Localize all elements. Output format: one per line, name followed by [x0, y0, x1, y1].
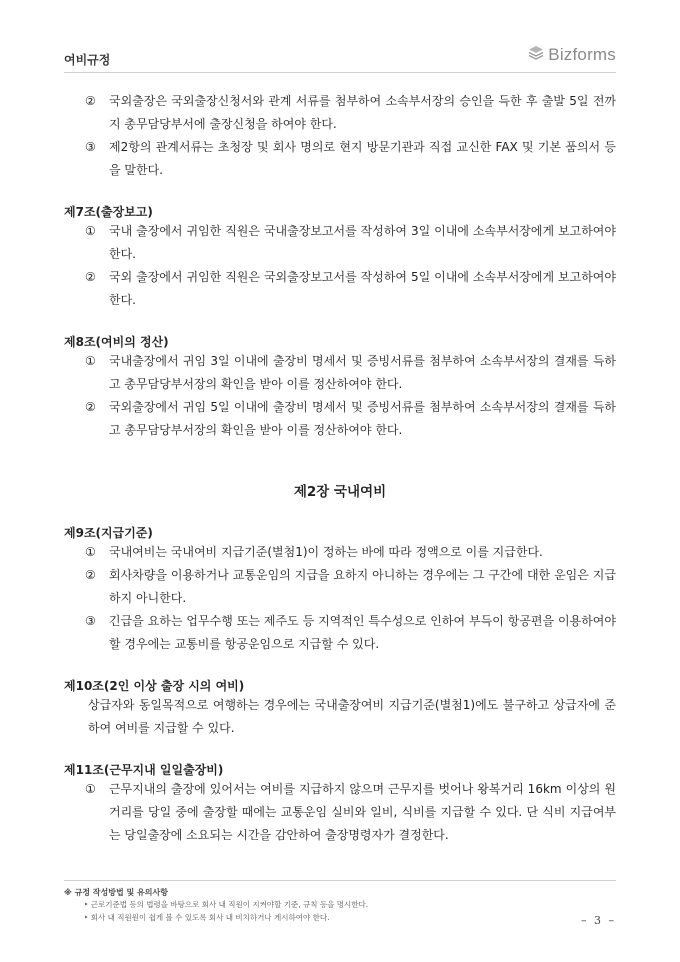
page-number: – 3 –: [581, 914, 616, 927]
item-text: 국내 출장에서 귀임한 직원은 국내출장보고서를 작성하여 3일 이내에 소속부서장에게 보고하여야 한다.: [109, 224, 616, 261]
item-text: 국내여비는 국내여비 지급기준(별첨1)이 정하는 바에 따라 정액으로 이를 지급한다.: [109, 545, 543, 559]
list-item: [64, 610, 616, 656]
article-9: [64, 524, 616, 656]
item-text: 국외 출장에서 귀임한 직원은 국외출장보고서를 작성하여 5일 이내에 소속부서장에게 보고하여야 한다.: [109, 270, 616, 307]
brand-logo: [528, 45, 616, 65]
page-header: [64, 44, 616, 73]
item-number: ③: [85, 140, 96, 154]
article-paragraph: 상급자와 동일목적으로 여행하는 경우에는 국내출장여비 지급기준(별첨1)에도 불구하고 상급자에 준하여 여비를 지급할 수 있다.: [88, 698, 616, 735]
list-item: [64, 778, 616, 847]
item-number: ③: [85, 614, 96, 628]
item-text: 국외출장은 국외출장신청서와 관계 서류를 첨부하여 소속부서장의 승인을 득한 후 출발 5일 전까지 총무담당부서에 출장신청을 하여야 한다.: [109, 94, 616, 131]
item-number: ①: [85, 224, 96, 238]
item-number: ②: [85, 270, 96, 284]
footnote-box: [64, 880, 616, 924]
article-title: 제9조(지급기준): [64, 526, 153, 540]
list-item: [64, 396, 616, 442]
document-title: 여비규정: [64, 53, 111, 67]
document-body: [64, 90, 616, 847]
item-text: 회사차량을 이용하거나 교통운임의 지급을 요하지 아니하는 경우에는 그 구간에 대한 운임은 지급하지 아니한다.: [109, 568, 616, 605]
logo-text: Bizforms: [548, 45, 616, 64]
item-text: 제2항의 관계서류는 초청장 및 회사 명의로 현지 방문기관과 직접 교신한 FAX 및 기본 품의서 등을 말한다.: [109, 140, 616, 177]
article-title: 제11조(근무지내 일일출장비): [64, 763, 224, 777]
item-number: ②: [85, 400, 96, 414]
item-number: ①: [85, 354, 96, 368]
footnote-item: ‣ 회사 내 직원원이 쉽게 볼 수 있도록 회사 내 비치하거나 게시하여야 한다.: [84, 913, 330, 922]
list-item: [64, 350, 616, 396]
footnote-item: ‣ 근로기준법 등의 법령을 바탕으로 회사 내 직원이 지켜야할 기준, 규칙 등을 명시한다.: [84, 900, 369, 909]
item-number: ②: [85, 94, 96, 108]
list-item: [64, 564, 616, 610]
item-text: 긴급을 요하는 업무수행 또는 제주도 등 지역적인 특수성으로 인하여 부득이 항공편을 이용하여야 할 경우에는 교통비를 항공운임으로 지급할 수 있다.: [109, 614, 616, 651]
list-item: [64, 266, 616, 312]
item-number: ②: [85, 568, 96, 582]
item-text: 근무지내의 출장에 있어서는 여비를 지급하지 않으며 근무지를 벗어나 왕복거리 16km 이상의 원거리를 당일 중에 출장할 때에는 교통운임 실비와 일비, 식비를 지급할 수 있다. 단 식비 지급여부는 당일출장에 소요되는 시간을 감안하여 출장명령자가 결정한다.: [109, 782, 616, 842]
chapter-heading: 제2장 국내여비: [293, 484, 387, 500]
item-text: 국내출장에서 귀임 3일 이내에 출장비 명세서 및 증빙서류를 첨부하여 소속부서장의 결재를 득하고 총무담당부서장의 확인을 받아 이를 정산하여야 한다.: [109, 354, 616, 391]
article-title: 제10조(2인 이상 출장 시의 여비): [64, 679, 245, 693]
article-title: 제7조(출장보고): [64, 205, 153, 219]
item-number: ①: [85, 782, 96, 796]
footnote-heading: ※ 규정 작성방법 및 유의사항: [64, 888, 168, 897]
list-item: [64, 136, 616, 182]
article-8: [64, 333, 616, 442]
bizforms-logo-icon: [528, 45, 544, 65]
list-item: [64, 541, 616, 564]
item-text: 국외출장에서 귀임 5일 이내에 출장비 명세서 및 증빙서류를 첨부하여 소속부서장의 결재를 득하고 총무담당부서장의 확인을 받아 이를 정산하여야 한다.: [109, 400, 616, 437]
item-number: ①: [85, 545, 96, 559]
continued-items: [64, 90, 616, 182]
list-item: [64, 90, 616, 136]
article-11: [64, 761, 616, 847]
article-7: [64, 203, 616, 312]
article-title: 제8조(여비의 정산): [64, 335, 169, 349]
list-item: [64, 220, 616, 266]
article-10: [64, 677, 616, 740]
